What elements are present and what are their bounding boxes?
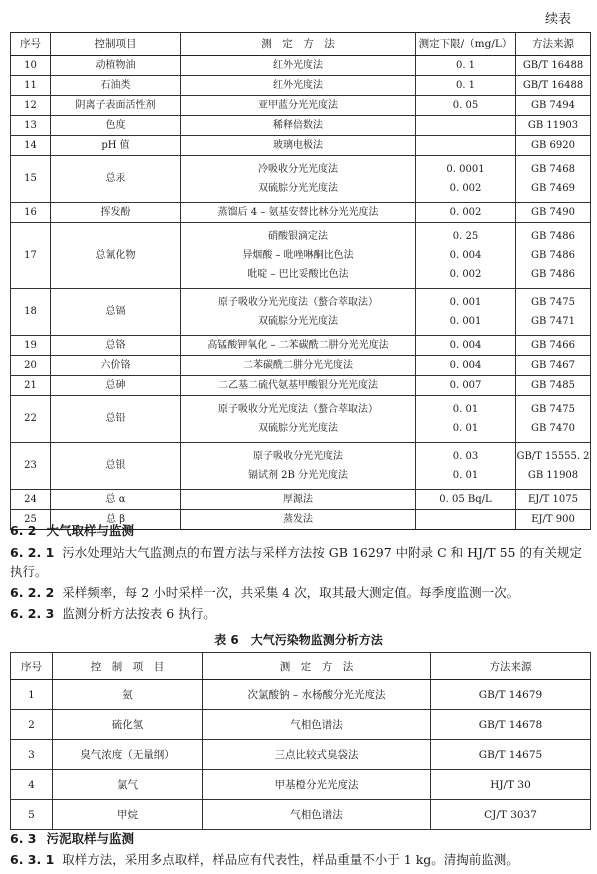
table-row bbox=[11, 680, 591, 710]
control-item: 甲烷 bbox=[53, 800, 203, 830]
header-item: 控制项目 bbox=[51, 33, 181, 56]
source-text: GB 7467 bbox=[531, 360, 575, 371]
source-cell bbox=[516, 96, 591, 116]
limit-cell bbox=[416, 356, 516, 376]
source-text: GB 7466 bbox=[531, 340, 575, 351]
control-item: 总砷 bbox=[51, 376, 181, 396]
table-row bbox=[11, 289, 591, 336]
row-number: 1 bbox=[11, 680, 53, 710]
source-text: GB 7468 bbox=[531, 164, 575, 175]
paragraph-6-2-1 bbox=[10, 543, 590, 581]
method-cell: 次氯酸钠 – 水杨酸分光光度法 bbox=[203, 680, 431, 710]
control-item: 总铅 bbox=[51, 396, 181, 443]
paragraph-text: 监测分析方法按表 6 执行。 bbox=[62, 606, 216, 621]
source-cell bbox=[516, 116, 591, 136]
paragraph-number: 6. 2. 1 bbox=[10, 545, 55, 560]
limit-text: 0. 002 bbox=[449, 269, 482, 280]
section-6-3-heading bbox=[10, 829, 134, 847]
method-text: 吡啶 – 巴比妥酸比色法 bbox=[247, 269, 349, 280]
method-cell bbox=[181, 156, 416, 203]
paragraph-6-2-3 bbox=[10, 604, 590, 623]
paragraph-number: 6. 3. 1 bbox=[10, 852, 55, 867]
method-text: 原子吸收分光光度法 bbox=[253, 451, 343, 462]
section-number: 6. 3 bbox=[10, 831, 37, 846]
limit-text: 0. 002 bbox=[449, 183, 482, 194]
control-item: 色度 bbox=[51, 116, 181, 136]
header-source: 方法来源 bbox=[431, 653, 591, 680]
source-text: GB 7471 bbox=[531, 316, 575, 327]
limit-cell bbox=[416, 223, 516, 289]
table-row bbox=[11, 356, 591, 376]
method-text: 硝酸银滴定法 bbox=[268, 231, 328, 242]
source-text: EJ/T 1075 bbox=[528, 494, 578, 505]
row-number: 2 bbox=[11, 710, 53, 740]
method-cell bbox=[181, 356, 416, 376]
limit-cell bbox=[416, 76, 516, 96]
row-number: 3 bbox=[11, 740, 53, 770]
method-text: 双硫腙分光光度法 bbox=[258, 316, 338, 327]
limit-cell bbox=[416, 396, 516, 443]
method-cell bbox=[181, 116, 416, 136]
table-6-caption: 表 6 大气污染物监测分析方法 bbox=[214, 633, 383, 647]
source-text: GB 7469 bbox=[531, 183, 575, 194]
method-cell bbox=[181, 203, 416, 223]
source-cell bbox=[516, 76, 591, 96]
source-text: GB 7486 bbox=[531, 250, 575, 261]
method-cell bbox=[181, 76, 416, 96]
source-cell bbox=[516, 56, 591, 76]
control-item: 动植物油 bbox=[51, 56, 181, 76]
method-cell bbox=[181, 510, 416, 530]
table-5-continued bbox=[10, 32, 591, 530]
paragraph-text: 采样频率，每 2 小时采样一次，共采集 4 次，取其最大测定值。每季度监测一次。 bbox=[62, 585, 520, 600]
method-cell bbox=[181, 56, 416, 76]
table-row bbox=[11, 770, 591, 800]
method-text: 红外光度法 bbox=[273, 80, 323, 91]
source-text: GB 7486 bbox=[531, 269, 575, 280]
source-text: GB 7490 bbox=[531, 207, 575, 218]
limit-cell bbox=[416, 203, 516, 223]
table-row bbox=[11, 156, 591, 203]
source-text: GB 7470 bbox=[531, 423, 575, 434]
method-text: 双硫腙分光光度法 bbox=[258, 423, 338, 434]
table-row bbox=[11, 223, 591, 289]
source-cell bbox=[516, 510, 591, 530]
section-title: 大气取样与监测 bbox=[46, 523, 135, 538]
control-item: 总铬 bbox=[51, 336, 181, 356]
table-row bbox=[11, 203, 591, 223]
limit-text: 0. 1 bbox=[455, 80, 476, 91]
limit-text: 0. 25 bbox=[452, 231, 479, 242]
method-text: 亚甲蓝分光光度法 bbox=[258, 100, 338, 111]
source-text: GB 11903 bbox=[527, 120, 579, 131]
method-text: 双硫腙分光光度法 bbox=[258, 183, 338, 194]
section-number: 6. 2 bbox=[10, 523, 37, 538]
limit-text bbox=[416, 136, 515, 155]
row-number: 13 bbox=[11, 116, 51, 136]
source-cell bbox=[516, 203, 591, 223]
source-text: GB 7475 bbox=[531, 297, 575, 308]
header-method: 测 定 方 法 bbox=[181, 33, 416, 56]
source-cell bbox=[516, 376, 591, 396]
limit-text: 0. 001 bbox=[449, 316, 482, 327]
method-text: 原子吸收分光光度法（螯合萃取法） bbox=[218, 297, 378, 308]
limit-text bbox=[416, 116, 515, 135]
control-item: 总氰化物 bbox=[51, 223, 181, 289]
table-header-row bbox=[11, 33, 591, 56]
row-number: 22 bbox=[11, 396, 51, 443]
source-cell: GB/T 14678 bbox=[431, 710, 591, 740]
continued-label: 续表 bbox=[544, 12, 571, 27]
table-row bbox=[11, 396, 591, 443]
method-text: 高锰酸钾氧化 – 二苯碳酰二肼分光光度法 bbox=[207, 340, 389, 351]
paragraph-text: 取样方法，采用多点取样，样品应有代表性，样品重量不小于 1 kg。清掏前监测。 bbox=[62, 852, 519, 867]
method-cell: 气相色谱法 bbox=[203, 800, 431, 830]
table-row bbox=[11, 56, 591, 76]
row-number: 10 bbox=[11, 56, 51, 76]
source-text: GB 7485 bbox=[531, 380, 575, 391]
limit-text: 0. 004 bbox=[449, 360, 482, 371]
method-cell bbox=[181, 136, 416, 156]
limit-cell bbox=[416, 510, 516, 530]
limit-text: 0. 01 bbox=[452, 404, 479, 415]
method-text: 异烟酸 – 吡唑啉酮比色法 bbox=[242, 250, 354, 261]
paragraph-number: 6. 2. 3 bbox=[10, 606, 55, 621]
control-item: 总 β bbox=[51, 510, 181, 530]
table-row bbox=[11, 800, 591, 830]
control-item: 总镉 bbox=[51, 289, 181, 336]
control-item: 阴离子表面活性剂 bbox=[51, 96, 181, 116]
limit-text: 0. 05 Bq/L bbox=[439, 494, 492, 505]
limit-text: 0. 004 bbox=[449, 250, 482, 261]
method-text: 厚源法 bbox=[283, 494, 313, 505]
limit-cell bbox=[416, 376, 516, 396]
method-cell bbox=[181, 490, 416, 510]
method-text: 蒸发法 bbox=[283, 514, 313, 525]
control-item: 氨 bbox=[53, 680, 203, 710]
limit-cell bbox=[416, 136, 516, 156]
limit-text: 0. 001 bbox=[449, 297, 482, 308]
method-cell: 三点比较式臭袋法 bbox=[203, 740, 431, 770]
source-cell: GB/T 14679 bbox=[431, 680, 591, 710]
control-item: 石油类 bbox=[51, 76, 181, 96]
row-number: 12 bbox=[11, 96, 51, 116]
method-cell bbox=[181, 396, 416, 443]
row-number: 21 bbox=[11, 376, 51, 396]
limit-text: 0. 01 bbox=[452, 423, 479, 434]
source-cell bbox=[516, 396, 591, 443]
limit-text: 0. 007 bbox=[449, 380, 482, 391]
limit-text: 0. 002 bbox=[449, 207, 482, 218]
section-6-2-heading bbox=[10, 521, 134, 539]
paragraph-number: 6. 2. 2 bbox=[10, 585, 55, 600]
method-text: 稀释倍数法 bbox=[273, 120, 323, 131]
row-number: 24 bbox=[11, 490, 51, 510]
control-item: 六价铬 bbox=[51, 356, 181, 376]
limit-cell bbox=[416, 56, 516, 76]
header-no: 序号 bbox=[11, 33, 51, 56]
source-text: GB/T 15555. 2 bbox=[516, 451, 590, 462]
limit-text: 0. 1 bbox=[455, 60, 476, 71]
table-row bbox=[11, 710, 591, 740]
source-cell bbox=[516, 490, 591, 510]
limit-cell bbox=[416, 116, 516, 136]
method-text: 玻璃电极法 bbox=[273, 140, 323, 151]
limit-text bbox=[416, 510, 515, 529]
paragraph-text: 污水处理站大气监测点的布置方法与采样方法按 GB 16297 中附录 C 和 HJ/T 55 的有关规定执行。 bbox=[10, 545, 582, 579]
control-item: 氯气 bbox=[53, 770, 203, 800]
table-row bbox=[11, 136, 591, 156]
source-cell bbox=[516, 356, 591, 376]
table-row bbox=[11, 443, 591, 490]
limit-cell bbox=[416, 96, 516, 116]
limit-cell bbox=[416, 336, 516, 356]
method-text: 蒸馏后 4 – 氨基安替比林分光光度法 bbox=[217, 207, 379, 218]
header-method: 测 定 方 法 bbox=[203, 653, 431, 680]
source-text: GB 7494 bbox=[531, 100, 575, 111]
table-row bbox=[11, 740, 591, 770]
control-item: 总 α bbox=[51, 490, 181, 510]
control-item: 臭气浓度（无量纲） bbox=[53, 740, 203, 770]
method-text: 二苯碳酰二肼分光光度法 bbox=[243, 360, 353, 371]
control-item: 挥发酚 bbox=[51, 203, 181, 223]
limit-text: 0. 05 bbox=[452, 100, 479, 111]
row-number: 16 bbox=[11, 203, 51, 223]
source-cell: HJ/T 30 bbox=[431, 770, 591, 800]
limit-text: 0. 03 bbox=[452, 451, 479, 462]
paragraph-6-2-2 bbox=[10, 583, 590, 602]
limit-cell bbox=[416, 443, 516, 490]
limit-cell bbox=[416, 156, 516, 203]
table-header-row bbox=[11, 653, 591, 680]
source-cell bbox=[516, 289, 591, 336]
source-text: EJ/T 900 bbox=[531, 514, 575, 525]
source-text: GB/T 16488 bbox=[522, 80, 584, 91]
paragraph-6-3-1 bbox=[10, 850, 590, 869]
source-cell: CJ/T 3037 bbox=[431, 800, 591, 830]
header-limit: 测定下限/（mg/L） bbox=[416, 33, 516, 56]
limit-cell bbox=[416, 289, 516, 336]
source-cell: GB/T 14675 bbox=[431, 740, 591, 770]
source-text: GB 11908 bbox=[527, 470, 579, 481]
row-number: 14 bbox=[11, 136, 51, 156]
method-cell bbox=[181, 289, 416, 336]
method-cell bbox=[181, 223, 416, 289]
row-number: 18 bbox=[11, 289, 51, 336]
row-number: 17 bbox=[11, 223, 51, 289]
limit-text: 0. 004 bbox=[449, 340, 482, 351]
limit-cell bbox=[416, 490, 516, 510]
source-text: GB 6920 bbox=[531, 140, 575, 151]
header-source: 方法来源 bbox=[516, 33, 591, 56]
source-cell bbox=[516, 336, 591, 356]
table-row bbox=[11, 76, 591, 96]
source-cell bbox=[516, 443, 591, 490]
header-item: 控 制 项 目 bbox=[53, 653, 203, 680]
method-cell: 甲基橙分光光度法 bbox=[203, 770, 431, 800]
method-text: 二乙基二硫代氨基甲酸银分光光度法 bbox=[218, 380, 378, 391]
method-cell: 气相色谱法 bbox=[203, 710, 431, 740]
method-text: 镉试剂 2B 分光光度法 bbox=[247, 470, 349, 481]
control-item: 总银 bbox=[51, 443, 181, 490]
method-text: 原子吸收分光光度法（螯合萃取法） bbox=[218, 404, 378, 415]
method-cell bbox=[181, 336, 416, 356]
row-number: 4 bbox=[11, 770, 53, 800]
row-number: 5 bbox=[11, 800, 53, 830]
section-title: 污泥取样与监测 bbox=[46, 831, 135, 846]
row-number: 19 bbox=[11, 336, 51, 356]
table-row bbox=[11, 490, 591, 510]
source-text: GB/T 16488 bbox=[522, 60, 584, 71]
source-cell bbox=[516, 156, 591, 203]
source-text: GB 7475 bbox=[531, 404, 575, 415]
table-row bbox=[11, 336, 591, 356]
limit-text: 0. 0001 bbox=[446, 164, 485, 175]
table-row bbox=[11, 96, 591, 116]
row-number: 20 bbox=[11, 356, 51, 376]
row-number: 25 bbox=[11, 510, 51, 530]
source-cell bbox=[516, 136, 591, 156]
limit-text: 0. 01 bbox=[452, 470, 479, 481]
header-no: 序号 bbox=[11, 653, 53, 680]
source-cell bbox=[516, 223, 591, 289]
row-number: 23 bbox=[11, 443, 51, 490]
method-cell bbox=[181, 376, 416, 396]
control-item: pH 值 bbox=[51, 136, 181, 156]
control-item: 硫化氢 bbox=[53, 710, 203, 740]
method-text: 红外光度法 bbox=[273, 60, 323, 71]
method-cell bbox=[181, 443, 416, 490]
method-cell bbox=[181, 96, 416, 116]
method-text: 冷吸收分光光度法 bbox=[258, 164, 338, 175]
row-number: 15 bbox=[11, 156, 51, 203]
source-text: GB 7486 bbox=[531, 231, 575, 242]
table-row bbox=[11, 376, 591, 396]
row-number: 11 bbox=[11, 76, 51, 96]
table-6 bbox=[10, 652, 591, 830]
control-item: 总汞 bbox=[51, 156, 181, 203]
table-row bbox=[11, 116, 591, 136]
